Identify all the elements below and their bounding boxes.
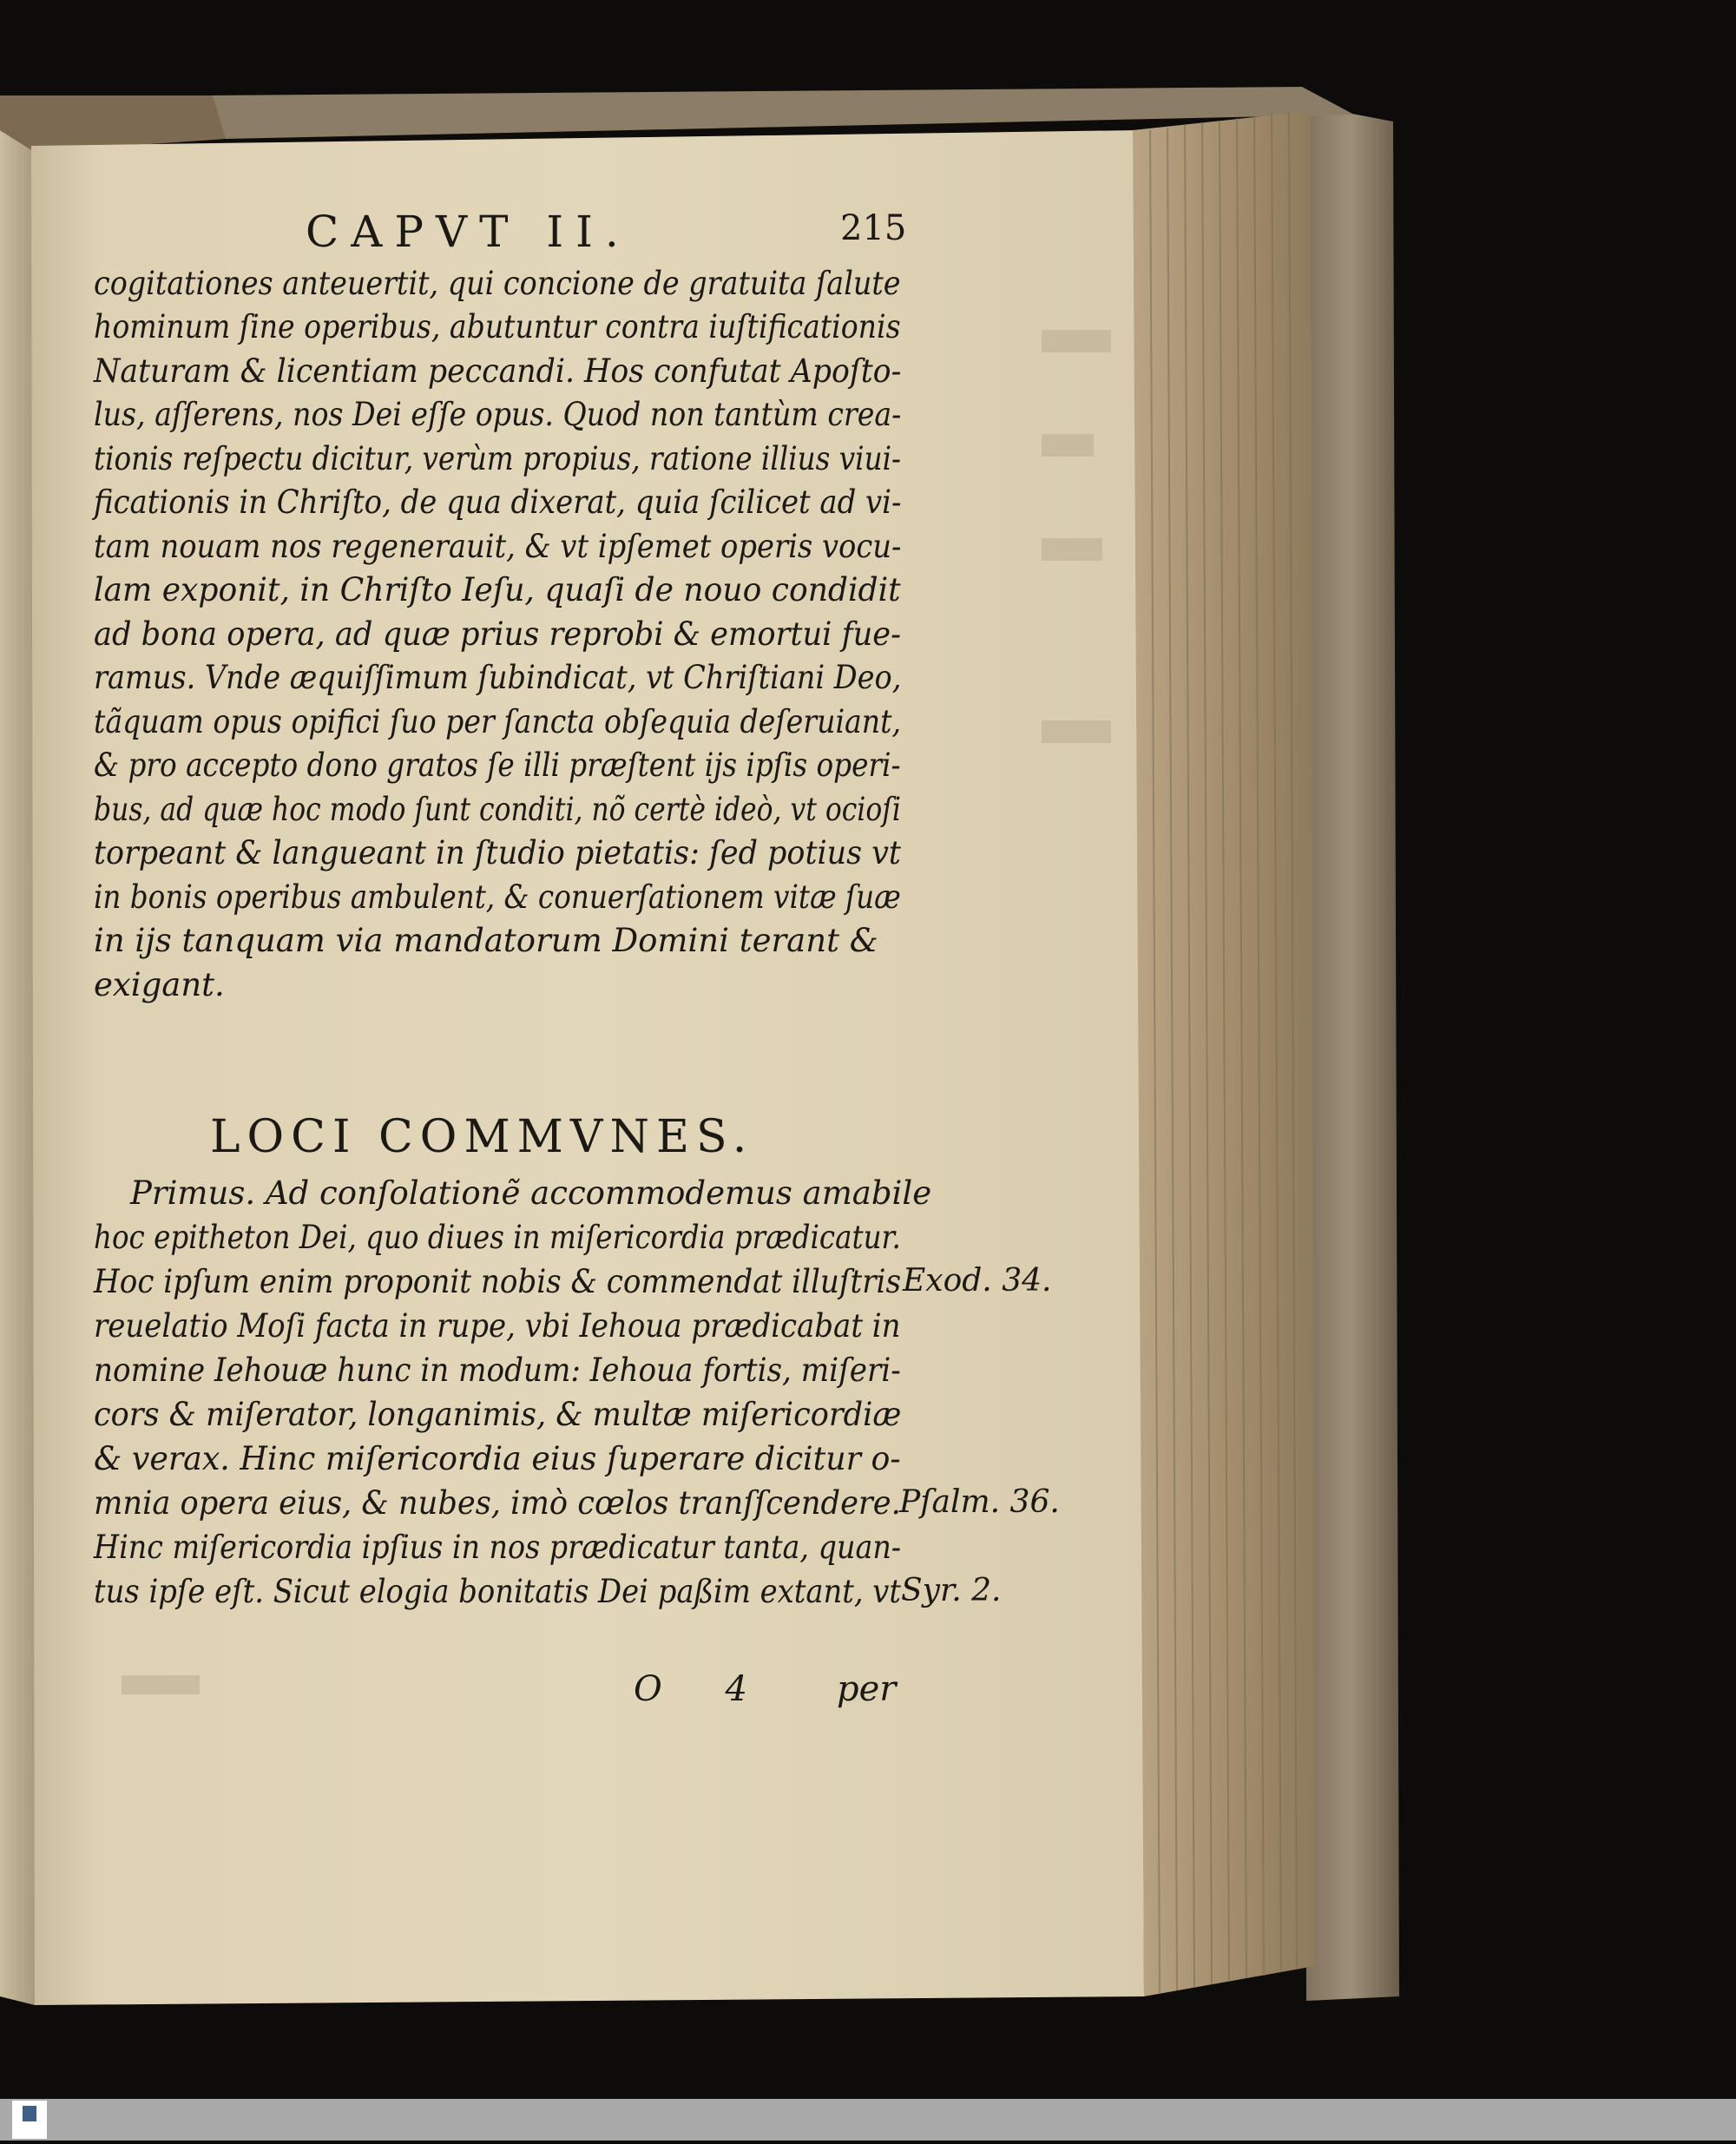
text-line: ramus. Vnde æquiſſimum ſubindicat, vt Chriſtiani Deo, — [94, 659, 902, 696]
text-line: hominum ſine operibus, abutuntur contra iuſtificationis — [94, 308, 901, 345]
text-line: exigant. — [94, 966, 225, 1003]
text-line: cors & miſerator, longanimis, & multæ miſericordiæ — [94, 1396, 902, 1433]
running-head: CAPVT II. — [306, 207, 631, 257]
text-line: tãquam opus opifici ſuo per ſancta obſequia deſeruiant, — [94, 703, 902, 740]
page-number: 215 — [840, 208, 907, 248]
text-line: & pro accepto dono gratos ſe illi præſtent ijs ipſis operi- — [94, 746, 901, 784]
text-line: ficationis in Chriſto, de qua dixerat, quia ſcilicet ad vi- — [94, 483, 902, 521]
text-line: mnia opera eius, & nubes, imò cœlos tranſſcendere. — [94, 1484, 901, 1522]
text-line: & verax. Hinc miſericordia eius ſuperare dicitur o- — [94, 1440, 901, 1477]
text-line: Primus. Ad conſolationẽ accommodemus amabile — [130, 1174, 932, 1212]
text-line: cogitationes anteuertit, qui concione de gratuita ſalute — [94, 265, 901, 302]
margin-note-psalm: Pſalm. 36. — [899, 1484, 1060, 1520]
text-line: in bonis operibus ambulent, & conuerſationem vitæ ſuæ — [94, 878, 901, 916]
text-line: bus, ad quæ hoc modo ſunt conditi, nõ certè ideò, vt ocioſi — [94, 791, 901, 828]
text-line: tam nouam nos regenerauit, & vt ipſemet operis vocu- — [94, 528, 902, 565]
text-line: hoc epitheton Dei, quo diues in miſericordia prædicatur. — [94, 1219, 901, 1256]
text-line: in ijs tanquam via mandatorum Domini terant & — [94, 922, 878, 959]
text-line: lam exponit, in Chriſto Ieſu, quaſi de nouo condidit — [94, 571, 901, 608]
text-line: tionis reſpectu dicitur, verùm propius, ratione illius viui- — [94, 440, 902, 477]
viewer-bottom-bar — [0, 2099, 1736, 2141]
text-line: ad bona opera, ad quæ prius reprobi & emortui fue- — [94, 615, 901, 653]
text-line: tus ipſe eſt. Sicut elogia bonitatis Dei paßim extant, vt — [94, 1573, 901, 1610]
text-line: nomine Iehouæ hunc in modum: Iehoua fortis, miſeri- — [94, 1352, 901, 1389]
section-title: LOCI COMMVNES. — [210, 1111, 754, 1163]
library-emblem-icon — [23, 2106, 36, 2121]
margin-note-sirach: Syr. 2. — [901, 1573, 1002, 1608]
margin-note-exodus: Exod. 34. — [903, 1263, 1052, 1299]
text-line: Naturam & licentiam peccandi. Hos confutat Apoſto- — [94, 352, 902, 390]
text-line: torpeant & langueant in ſtudio pietatis: ſed potius vt — [94, 834, 901, 871]
signature-mark: O 4 — [634, 1669, 773, 1709]
catchword: per — [837, 1669, 897, 1709]
text-line: Hinc miſericordia ipſius in nos prædicatur tanta, quan- — [94, 1529, 902, 1566]
text-line: Hoc ipſum enim proponit nobis & commendat illuſtris — [94, 1263, 901, 1300]
text-line: lus, aſſerens, nos Dei eſſe opus. Quod non tantùm crea- — [94, 396, 902, 433]
text-line: reuelatio Moſi facta in rupe, vbi Iehoua prædicabat in — [94, 1307, 901, 1345]
library-logo — [12, 2101, 47, 2139]
